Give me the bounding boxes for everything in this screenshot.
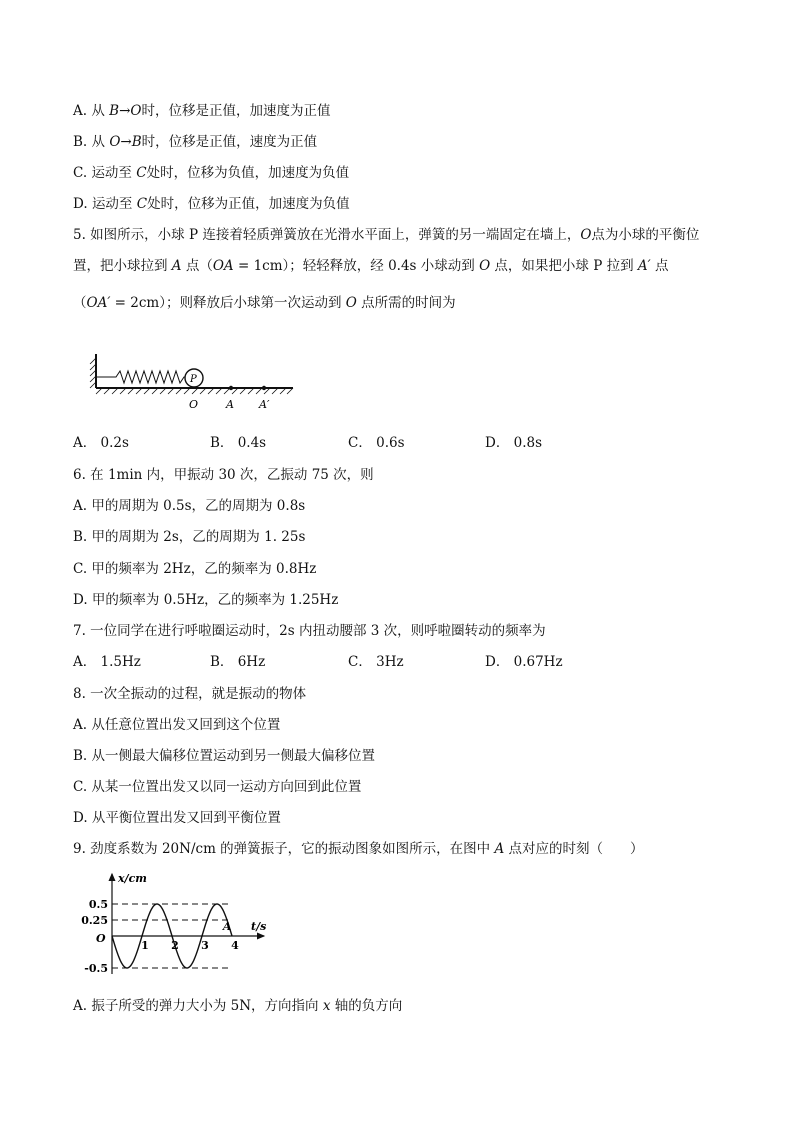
y-axis-label: x/cm bbox=[118, 872, 147, 885]
q4-option-b: B. 从 O→B时，位移是正值，速度为正值 bbox=[73, 134, 318, 150]
q4-option-a: A. 从 B→O时，位移是正值，加速度为正值 bbox=[73, 103, 331, 119]
q5-stem-line2: 置，把小球拉到 A 点（OA = 1cm）；轻轻释放，经 0.4s 小球动到 O 点，如果把小球 P 拉到 A′ 点 bbox=[73, 258, 669, 274]
ball-label: P bbox=[190, 374, 197, 385]
x-axis-label: t/s bbox=[251, 920, 267, 933]
q8-option-c: C. 从某一位置出发又以同一运动方向回到此位置 bbox=[73, 779, 362, 795]
x-tick-label: 4 bbox=[231, 939, 239, 952]
x-tick-label: 2 bbox=[171, 939, 179, 952]
origin-label: O bbox=[96, 932, 106, 945]
q9-option-a: A. 振子所受的弹力大小为 5N，方向指向 x 轴的负方向 bbox=[73, 998, 403, 1014]
q5-option-c: C． 0.6s bbox=[348, 435, 405, 451]
q6-option-d: D. 甲的频率为 0.5Hz，乙的频率为 1.25Hz bbox=[73, 592, 339, 608]
q7-option-b: B． 6Hz bbox=[210, 654, 266, 670]
q5-stem-line3: （OA′ = 2cm）；则释放后小球第一次运动到 O 点所需的时间为 bbox=[73, 295, 456, 311]
q8-option-a: A. 从任意位置出发又回到这个位置 bbox=[73, 717, 281, 733]
y-tick-label: -0.5 bbox=[84, 962, 108, 975]
q8-option-d: D. 从平衡位置出发又回到平衡位置 bbox=[73, 810, 281, 826]
q4-option-c: C. 运动至 C处时，位移为负值，加速度为负值 bbox=[73, 165, 350, 181]
x-tick-label: 1 bbox=[141, 939, 149, 952]
y-tick-label: 0.25 bbox=[81, 914, 108, 927]
spring bbox=[96, 371, 185, 383]
spring-figure bbox=[88, 350, 303, 415]
label-o: O bbox=[189, 398, 199, 411]
point-a2-dot bbox=[262, 386, 266, 390]
q5-stem-line1: 5. 如图所示，小球 P 连接着轻质弹簧放在光滑水平面上，弹簧的另一端固定在墙上，O点为小球的平衡位 bbox=[73, 227, 700, 243]
label-a-prime: A′ bbox=[259, 398, 270, 411]
q5-option-a: A． 0.2s bbox=[73, 435, 129, 451]
q7-stem: 7. 一位同学在进行呼啦圈运动时，2s 内扭动腰部 3 次，则呼啦圈转动的频率为 bbox=[73, 623, 546, 639]
point-a-label: A bbox=[222, 920, 232, 933]
wall bbox=[90, 354, 96, 388]
q4-option-d: D. 运动至 C处时，位移为正值，加速度为负值 bbox=[73, 196, 350, 212]
q5-option-d: D． 0.8s bbox=[485, 435, 543, 451]
x-tick-label: 3 bbox=[201, 939, 209, 952]
q7-option-d: D． 0.67Hz bbox=[485, 654, 563, 670]
point-a-dot bbox=[229, 386, 233, 390]
q8-stem: 8. 一次全振动的过程，就是振动的物体 bbox=[73, 686, 307, 702]
q6-option-c: C. 甲的频率为 2Hz，乙的频率为 0.8Hz bbox=[73, 561, 317, 577]
q8-option-b: B. 从一侧最大偏移位置运动到另一侧最大偏移位置 bbox=[73, 748, 376, 764]
q7-option-c: C． 3Hz bbox=[348, 654, 404, 670]
q6-option-b: B. 甲的周期为 2s，乙的周期为 1. 25s bbox=[73, 529, 306, 545]
q9-stem: 9. 劲度系数为 20N/cm 的弹簧振子，它的振动图象如图所示，在图中 A 点对应的时刻（ ） bbox=[73, 841, 644, 857]
label-a: A bbox=[226, 398, 234, 411]
q7-option-a: A． 1.5Hz bbox=[73, 654, 141, 670]
q5-option-b: B． 0.4s bbox=[210, 435, 267, 451]
vibration-graph bbox=[78, 870, 278, 980]
q6-stem: 6. 在 1min 内，甲振动 30 次，乙振动 75 次，则 bbox=[73, 467, 374, 483]
y-tick-label: 0.5 bbox=[88, 898, 108, 911]
q6-option-a: A. 甲的周期为 0.5s，乙的周期为 0.8s bbox=[73, 498, 306, 514]
